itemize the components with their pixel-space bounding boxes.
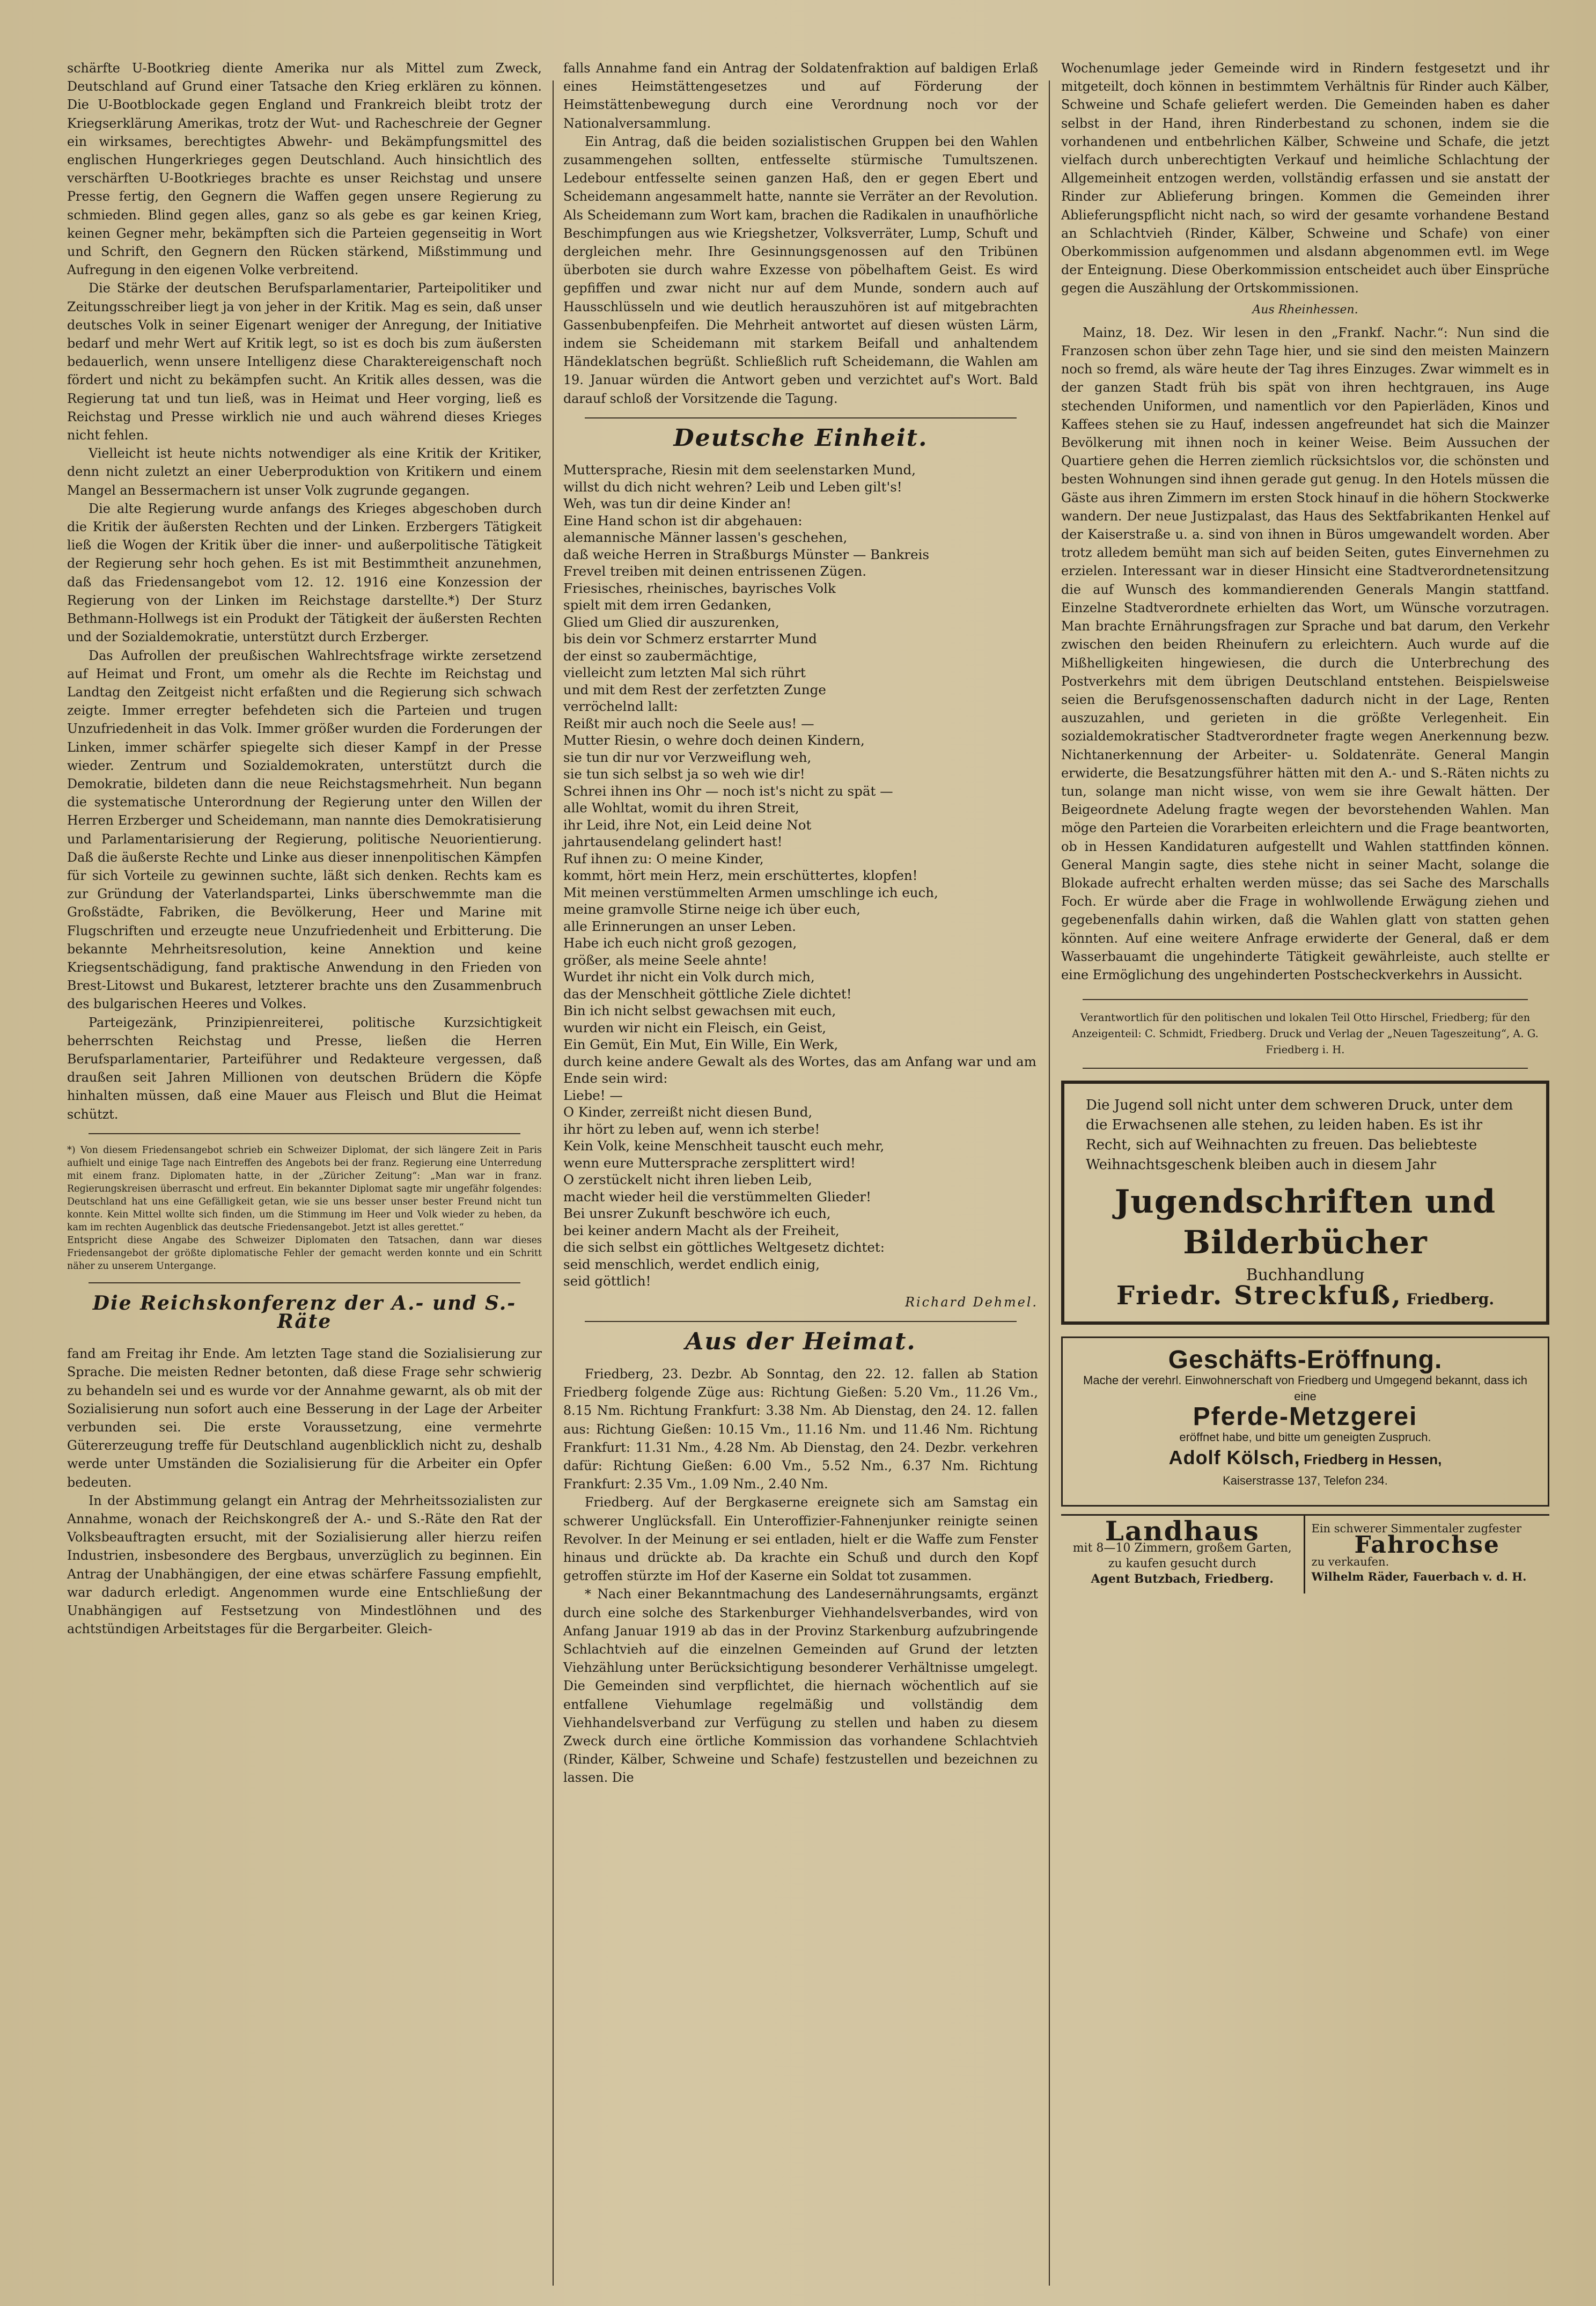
article-paragraph: In der Abstimmung gelangt ein Antrag der Mehrheitssozialisten zur Annahme, wonach der Reichskongreß der A.- und S.-Räte den Rat der Volksbeauftragten ersucht, mit der Sozialisierung aller hierzu reifen Industrien, insbesondere des Bergbaus, unverzüglich zu beginnen. Ein Antrag der Unabhängigen, der eine etwas schärfere Fassung empfiehlt, war dadurch erledigt. Angenommen wurde eine Entschließung der Unabhängigen auf Festsetzung von Mindestlöhnen und des achtstündigen Arbeitstages für die Bergarbeiter. Gleich-	[67, 1493, 542, 1637]
article-paragraph: Mainz, 18. Dez. Wir lesen in den „Frankf. Nachr.“: Nun sind die Franzosen schon über zehn Tage hier, und sie sind den meisten Mainzern noch so fremd, als wäre heute der Tag ihres Einzuges. Zwar wimmelt es in der ganzen Stadt früh bis spät von ihren hechtgrauen, ins Auge stechenden Uniformen, und namentlich vor den Papierläden, Kinos und Kaffees stehen sie zu Hauf, indessen angefreundet hat sich die Mainzer Bevölkerung mit ihnen noch in keiner Weise. Beim Aussuchen der Quartiere gehen die Herren ziemlich rücksichtslos vor, die schönsten und besten Wohnungen sind ihnen gerade gut genug. In den Hotels müssen die Gäste aus ihren Zimmern im ersten Stock hinauf in die höhern Stockwerke wandern. Der neue Justizpalast, das Haus des Sektfabrikanten Henkel auf der Kaiserstraße u. a. sind von ihnen in Büros umgewandelt worden. Aber trotz alledem bemüht man sich auf beiden Seiten, gutes Einvernehmen zu erzielen. Interessant war in dieser Hinsicht eine Stadtverordnetensitzung die auf Wunsch des kommandierenden Generals Mangin stattfand. Einzelne Stadtverordnete erhielten das Wort, um Wünsche vorzutragen. Man brachte Ernährungsfragen zur Sprache und bat darum, den Verkehr zwischen den beiden Rheinufern zu erleichtern. Auch wurde auf die Mißhelligkeiten hingewiesen, die durch die Unterbrechung des Postverkehrs mit dem übrigen Deutschland entstehen. Beispielsweise seien die Berufsgenossenschaften dadurch nicht in der Lage, Renten auszuzahlen, und gerieten in die größte Verlegenheit. Ein sozialdemokratischer Stadtverordneter fragte wegen Anerkennung bezw. Nichtanerkennung der Arbeiter- u. Soldatenräte. General Mangin erwiderte, die Besatzungsführer hätten mit den A.- und S.-Räten nichts zu tun, solange man nicht wisse, von wem sie ihre Gewalt hätten. Der Beigeordnete Adelung fragte wegen der bevorstehenden Wahlen. Man möge den Parteien die Vorarbeiten erleichtern und die Frage beantworten, ob in Hessen Kandidaturen aufgestellt und Wahlen stattfinden können. General Mangin sagte, dies stehe nicht in seiner Macht, solange die Blokade aufrecht erhalten werden müsse; das sei Sache des Marschalls Foch. Er würde aber die Frage in wohlwollende Erwägung ziehen und gegebenenfalls dahin wirken, daß die Wahlen glatt von statten gehen könnten. Auf eine weitere Anfrage erwiderte der General, daß er dem Wasserbauamt die ungehinderte Tätigkeit gewährleiste, auch stellte er eine Ermöglichung des ungehinderten Postscheckverkehrs in Aussicht.	[1061, 325, 1549, 982]
article-paragraph: Ein Antrag, daß die beiden sozialistischen Gruppen bei den Wahlen zusammengehen sollten, entfesselte stürmische Tumultszenen. Ledebour entfesselte seinen ganzen Haß, den er gegen Ebert und Scheidemann angesammelt hatte, nannte sie Verräter an der Revolution. Als Scheidemann zum Wort kam, brachen die Radikalen in unaufhörliche Beschimpfungen aus wie Kriegshetzer, Volksverräter, Lump, Schuft und dergleichen mehr. Ihre Gesinnungsgenossen auf den Tribünen überboten sie durch wahre Exzesse von pöbelhaftem Geist. Es wird gepfiffen und zwar nicht nur auf dem Munde, sondern auch auf Hausschlüsseln und wie deutlich herauszuhören ist auf mitgebrachten Gassenbubenpfeifen. Die Mehrheit antwortet auf diesen wüsten Lärm, indem sie Scheidemann mit starkem Beifall und anhaltendem Händeklatschen begrüßt. Schließlich ruft Scheidemann, die Wahlen am 19. Januar würden die Antwort geben und verzichtet auf's Wort. Bald darauf schloß der Vorsitzende die Tagung.	[563, 134, 1038, 406]
column-1	[67, 59, 542, 1638]
article-paragraph: Friedberg, 23. Dezbr. Ab Sonntag, den 22. 12. fallen ab Station Friedberg folgende Züge aus: Richtung Gießen: 5.20 Vm., 11.26 Vm., 8.15 Nm. Richtung Frankfurt: 3.38 Nm. Ab Dienstag, den 24. 12. fallen aus: Richtung Gießen: 10.15 Vm., 11.16 Nm. und 11.46 Nm. Richtung Frankfurt: 11.31 Nm., 4.28 Nm. Ab Dienstag, den 24. Dezbr. verkehren dafür: Richtung Gießen: 6.00 Vm., 5.52 Nm., 6.37 Nm. Richtung Frankfurt: 2.35 Vm., 1.09 Nm., 2.40 Nm.	[563, 1366, 1038, 1492]
footnote: *) Von diesem Friedensangebot schrieb ein Schweizer Diplomat, der sich längere Zeit in Paris aufhielt und einige Tage nach Eintreffen des Angebots bei der franz. Regierung eine Unterredung mit einem franz. Diplomaten hatte, in der „Züricher Zeitung“: „Man war in franz. Regierungskreisen überrascht und erfreut. Ein bekannter Diplomat sagte mir ungefähr folgendes: Deutschland hat uns eine Gefälligkeit getan, wie sie uns besser unser bester Freund nicht tun konnte. Kein Mittel wollte sich finden, um die Stimmung im Heer und Volk wieder zu heben, da kam im rechten Augenblick das deutsche Friedensangebot. Jetzt ist alles gerettet.“	[67, 1144, 542, 1233]
divider	[585, 1321, 1017, 1322]
article-paragraph: Das Aufrollen der preußischen Wahlrechtsfrage wirkte zersetzend auf Heimat und Front, um omehr als die Rechte im Reichstag und Landtag den Zeitgeist nicht erfaßten und die Regierung sich schwach zeigte. Immer erregter befehdeten sich die Parteien und trugen Unzufriedenheit in das Volk. Immer größer wurden die Forderungen der Linken, immer schärfer spiegelte sich dieser Kampf in der Presse wieder. Zentrum und Sozialdemokraten, unterstützt durch die Demokratie, bildeten dann die neue Reichstagsmehrheit. Nun begann die systematische Unterordnung der Regierung unter den Willen der Herren Erzberger und Scheidemann, man nannte dies Demokratisierung und Parlamentarisierung der Regierung, politische Neuorientierung. Daß die äußerste Rechte und Linke aus dieser innenpolitischen Kämpfen für sich Vorteile zu gewinnen suchte, läßt sich denken. Rechts kam es zur Gründung der Vaterlandspartei, Links überschwemmte man die Großstädte, Fabriken, die Bevölkerung, Heer und Marine mit Flugschriften und erzeugte neue Unzufriedenheit und Erbitterung. Die bekannte Mehrheitsresolution, keine Annektion und keine Kriegsentschädigung, fand praktische Anwendung in den Frieden von Brest-Litowst und Bukarest, letzterer brachte uns den Zusammenbruch des bulgarischen Heeres und Volkes.	[67, 648, 542, 1012]
ad-owner: Adolf Kölsch,	[1168, 1446, 1300, 1468]
ad-headline: Fahrochse	[1354, 1531, 1500, 1559]
ad-headline: Jugendschriften und Bilderbücher	[1114, 1183, 1496, 1262]
divider	[1083, 1068, 1528, 1069]
article-paragraph: Vielleicht ist heute nichts notwendiger als eine Kritik der Kritiker, denn nicht zuletzt an einer Ueberproduktion von Kritikern und einem Mangel an Bessermachern ist unser Volk zugrunde gegangen.	[67, 446, 542, 498]
advertisement-ox-for-sale	[1304, 1516, 1550, 1593]
article-paragraph: * Nach einer Bekanntmachung des Landesernährungsamts, ergänzt durch eine solche des Starkenburger Viehhandelsverbandes, wird von Anfang Januar 1919 ab das in der Provinz Starkenburg aufzubringende Schlachtvieh auf die einzelnen Gemeinden auf Grund der letzten Viehzählung unter Berücksichtigung besonderer Verhältnisse umgelegt. Die Gemeinden sind verpflichtet, die hiernach wöchentlich auf sie entfallene Viehumlage regelmäßig und vollständig dem Viehhandelsverband zur Verfügung zu stellen und haben zu diesem Zweck durch eine örtliche Kommission das vorhandene Schlachtvieh (Rinder, Kälber, Schweine und Schafe) festzustellen und bezeichnen zu lassen. Die	[563, 1587, 1038, 1786]
poem-title: Deutsche Einheit.	[673, 424, 928, 452]
ad-location: Friedberg in Hessen,	[1304, 1451, 1442, 1467]
advertisement-bookshop	[1061, 1081, 1549, 1324]
divider	[89, 1133, 520, 1134]
ad-text: zu verkaufen.	[1311, 1555, 1389, 1569]
advertisement-country-house	[1061, 1516, 1304, 1593]
ad-shop-name: Pferde-Metzgerei	[1193, 1402, 1418, 1431]
article-paragraph: Die alte Regierung wurde anfangs des Krieges abgeschoben durch die Kritik der äußersten Rechten und der Linken. Erzbergers Tätigkeit ließ die Wogen der Kritik über die inner- und außerpolitische Tätigkeit der Regierung sehr hoch gehen. Es ist mit Bestimmtheit anzunehmen, daß das Friedensangebot vom 12. 12. 1916 eine Konzession der Regierung von der Linken im Reichstage darstellte.*) Der Sturz Bethmann-Hollwegs ist ein Produkt der Tätigkeit der äußersten Rechten und der Sozialdemokratie, unterstützt durch Erzberger.	[67, 501, 542, 645]
ad-shop-type: Buchhandlung	[1246, 1266, 1365, 1285]
ad-text: mit 8—10 Zimmern, großem Garten, zu kaufen gesucht durch	[1072, 1541, 1292, 1571]
ad-text: eröffnet habe, und bitte um geneigten Zuspruch.	[1179, 1430, 1431, 1444]
poem-author: Richard Dehmel.	[905, 1294, 1038, 1310]
small-ads-row	[1061, 1514, 1549, 1593]
divider	[585, 417, 1017, 418]
ad-headline: Geschäfts-Eröffnung.	[1168, 1345, 1443, 1374]
article-paragraph: Parteigezänk, Prinzipienreiterei, politische Kurzsichtigkeit beherrschten Reichstag und Presse, ließen die Herren Berufsparlamentarier, Parteiführer und Redakteure vergessen, daß draußen seit Jahren Millionen von deutschen Brüdern die Köpfe hinhalten müssen, daß eine Mauer aus Fleisch und Blut die Heimat schützt.	[67, 1015, 542, 1122]
article-paragraph: falls Annahme fand ein Antrag der Soldatenfraktion auf baldigen Erlaß eines Heimstättengesetzes und auf Förderung der Heimstättenbewegung durch eine Verordnung noch vor der Nationalversammlung.	[563, 61, 1038, 131]
ad-shop-name: Friedr. Streckfuß,	[1116, 1281, 1402, 1311]
ad-text: Die Jugend soll nicht unter dem schweren Druck, unter dem die Erwachsenen alle stehen, zu leiden haben. Es ist ihr Recht, sich auf Weihnachten zu freuen. Das beliebteste Weihnachtsgeschenk bleiben auch in diesem Jahr	[1086, 1097, 1513, 1173]
column-2	[563, 59, 1038, 1787]
advertisement-business-opening	[1061, 1336, 1549, 1507]
article-paragraph: Die Stärke der deutschen Berufsparlamentarier, Parteipolitiker und Zeitungsschreiber liegt ja von jeher in der Kritik. Mag es sein, daß unser deutsches Volk in seiner Eigenart weniger der Anregung, der Initiative bedarf und mehr Wert auf Kritik legt, so ist es doch bis zum äußersten bedauerlich, wenn unsere Intelligenz diese Charaktereigenschaft noch fördert und nicht zu bekämpfen sucht. An Kritik alles dessen, was die Regierung tat und tun ließ, was in Heimat und Heer vorging, ließ es Reichstag und Presse wirklich nie und auch während dieses Krieges nicht fehlen.	[67, 281, 542, 443]
section-heading: Aus der Heimat.	[685, 1327, 916, 1355]
ad-location: Friedberg.	[1406, 1290, 1495, 1309]
ad-text: Mache der verehrl. Einwohnerschaft von Friedberg und Umgegend bekannt, dass ich eine	[1083, 1373, 1527, 1403]
poem-text: Muttersprache, Riesin mit dem seelenstarken Mund, willst du dich nicht wehren? Leib und Leben gilt's! Weh, was tun dir deine Kinder an! Eine Hand schon ist dir abgehauen: alemannische Männer lassen's geschehen, daß weiche Herren in Straßburgs Münster — Bankreis Frevel treiben mit deinen entrissenen Zügen. Friesisches, rheinisches, bayrisches Volk spielt mit dem irren Gedanken, Glied um Glied dir auszurenken, bis dein vor Schmerz erstarrter Mund der einst so zaubermächtige, vielleicht zum letzten Mal sich rührt und mit dem Rest der zerfetzten Zunge verröchelnd lallt: Reißt mir auch noch die Seele aus! — Mutter Riesin, o wehre doch deinen Kindern, sie tun dir nur vor Verzweiflung weh, sie tun sich selbst ja so weh wie dir! Schrei ihnen ins Ohr — noch ist's nicht zu spät — alle Wohltat, womit du ihren Streit, ihr Leid, ihre Not, ein Leid deine Not jahrtausendelang gelindert hast! Ruf ihnen zu: O meine Kinder, kommt, hört mein Herz, mein erschüttertes, klopfen! Mit meinen verstümmelten Armen umschlinge ich euch, meine gramvolle Stirne neige ich über euch, alle Erinnerungen an unser Leben. Habe ich euch nicht groß gezogen, größer, als meine Seele ahnte! Wurdet ihr nicht ein Volk durch mich, das der Menschheit göttliche Ziele dichtet! Bin ich nicht selbst gewachsen mit euch, wurden wir nicht ein Fleisch, ein Geist, Ein Gemüt, Ein Mut, Ein Wille, Ein Werk, durch keine andere Gewalt als des Wortes, das am Anfang war und am Ende sein wird: Liebe! — O Kinder, zerreißt nicht diesen Bund, ihr hört zu leben auf, wenn ich sterbe! Kein Volk, keine Menschheit tauscht euch mehr, wenn eure Muttersprache zersplittert wird! O zerstückelt nicht ihren lieben Leib, macht wieder heil die verstümmelten Glieder! Bei unsrer Zukunft beschwöre ich euch, bei keiner andern Macht als der Freiheit, die sich selbst ein göttliches Weltgesetz dichtet: seid menschlich, werdet endlich einig, seid göttlich!	[563, 462, 1036, 1289]
ad-headline: Landhaus	[1105, 1515, 1260, 1547]
divider	[89, 1282, 520, 1283]
imprint: Verantwortlich für den politischen und lokalen Teil Otto Hirschel, Friedberg; für den Anzeigenteil: C. Schmidt, Friedberg. Druck und Verlag der „Neuen Tageszeitung“, A. G. Friedberg i. H.	[1072, 1011, 1539, 1056]
region-subheading: Aus Rheinhessen.	[1252, 303, 1358, 317]
divider	[1083, 999, 1528, 1000]
ad-seller: Wilhelm Räder, Fauerbach v. d. H.	[1311, 1570, 1527, 1584]
ad-agent: Agent Butzbach, Friedberg.	[1091, 1572, 1274, 1587]
column-3	[1061, 59, 1549, 1593]
article-paragraph: schärfte U-Bootkrieg diente Amerika nur als Mittel zum Zweck, Deutschland auf Grund einer Tatsache den Krieg erklären zu können. Die U-Bootblockade gegen England und Frankreich bleibt trotz der Kriegserklärung Amerikas, trotz der Wut- und Racheschreie der Gegner ein wirksames, berechtigtes Abwehr- und Bekämpfungsmittel des englischen Hungerkrieges gegen Deutschland. Auch hinsichtlich des verschärften U-Bootkrieges brachte es unser Reichstag und unsere Presse fertig, den Gegnern die Waffen gegen unsere Regierung zu schmieden. Blind gegen alles, ganz so als gebe es gar keinen Krieg, keinen Gegner mehr, bekämpften sich die Parteien gegenseitig in Wort und Schrift, den Gegnern den Rücken stärkend, Mißstimmung und Aufregung in den eigenen Volke verbreitend.	[67, 61, 542, 278]
section-heading: Die Reichskonferenz der A.- und S.-Räte	[92, 1291, 517, 1333]
article-paragraph: Wochenumlage jeder Gemeinde wird in Rindern festgesetzt und ihr mitgeteilt, doch können in bestimmtem Verhältnis für Rinder auch Kälber, Schweine und Schafe geliefert werden. Die Gemeinden haben es daher selbst in der Hand, ihren Rinderbestand zu schonen, indem sie die vorhandenen und entbehrlichen Kälber, Schweine und Schafe, die jetzt vielfach durch unberechtigten Verkauf und heimliche Schlachtung der Allgemeinheit entzogen werden, vollständig erfassen und sie anstatt der Rinder zur Ablieferung bringen. Kommen die Gemeinden ihrer Ablieferungspflicht nicht nach, so wird der gesamte vorhandene Bestand an Schlachtvieh (Rinder, Kälber, Schweine und Schafe) von einer Oberkommission aufgenommen und alsdann abgenommen evtl. im Wege der Enteignung. Diese Oberkommission entscheidet auch über Einsprüche gegen die Auszählung der Ortskommissionen.	[1061, 61, 1549, 296]
article-paragraph: fand am Freitag ihr Ende. Am letzten Tage stand die Sozialisierung zur Sprache. Die meisten Redner betonten, daß diese Frage sehr schwierig zu behandeln sei und es wurde vor der Annahme gewarnt, als ob mit der Sozialisierung nun sofort auch eine Besserung in der Lage der Arbeiter verbunden sei. Die erste Voraussetzung, eine vermehrte Gütererzeugung treffe für Deutschland augenblicklich nicht zu, deshalb werde unter Umständen die Sozialisierung für die Arbeiter ein Opfer bedeuten.	[67, 1346, 542, 1490]
ad-address: Kaiserstrasse 137, Telefon 234.	[1223, 1474, 1388, 1488]
ad-text: Ein schwerer Simmentaler zugfester	[1311, 1522, 1522, 1536]
article-paragraph: Friedberg. Auf der Bergkaserne ereignete sich am Samstag ein schwerer Unglücksfall. Ein Unteroffizier-Fahnenjunker reinigte seinen Revolver. In der Meinung er sei entladen, hielt er die Waffe zum Fenster hinaus und drückte ab. Da krachte ein Schuß und durch den Kopf getroffen stürzte im Hof der Kaserne ein Soldat tot zusammen.	[563, 1495, 1038, 1584]
footnote: Entspricht diese Angabe des Schweizer Diplomaten den Tatsachen, dann war dieses Friedensangebot der größte diplomatische Fehler der gemacht werden konnte und ein Schritt näher zu unserem Untergange.	[67, 1235, 542, 1272]
column-rule	[1049, 80, 1050, 2286]
column-rule	[553, 80, 554, 2286]
